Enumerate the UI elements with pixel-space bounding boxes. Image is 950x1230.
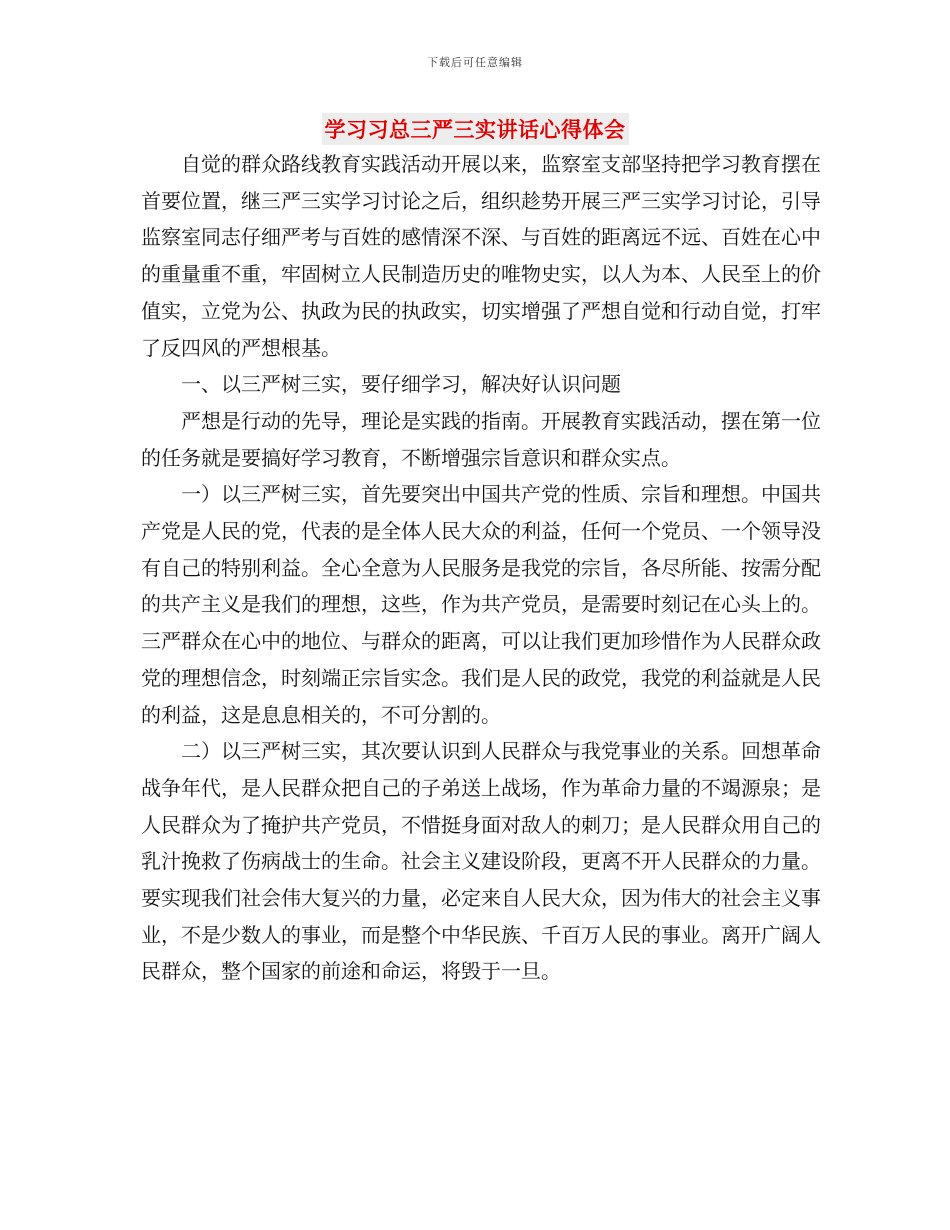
- document-body: [141, 146, 821, 990]
- paragraph: 二）以三严树三实，其次要认识到人民群众与我党事业的关系。回想革命战争年代，是人民群众把自己的子弟送上战场，作为革命力量的不竭源泉；是人民群众为了掩护共产党员，不惜挺身面对敌人的刺刀；是人民群众用自己的乳汁挽救了伤病战士的生命。社会主义建设阶段，更离不开人民群众的力量。要实现我们社会伟大复兴的力量，必定来自人民大众，因为伟大的社会主义事业，不是少数人的事业，而是整个中华民族、千百万人民的事业。离开广阔人民群众，整个国家的前途和命运，将毁于一旦。: [141, 739, 821, 984]
- paragraph: 一）以三严树三实，首先要突出中国共产党的性质、宗旨和理想。中国共产党是人民的党，代表的是全体人民大众的利益，任何一个党员、一个领导没有自己的特别利益。全心全意为人民服务是我党的宗旨，各尽所能、按需分配的共产主义是我们的理想，这些，作为共产党员，是需要时刻记在心头上的。三严群众在心中的地位、与群众的距离，可以让我们更加珍惜作为人民群众政党的理想信念，时刻端正宗旨实念。我们是人民的政党，我党的利益就是人民的利益，这是息息相关的，不可分割的。: [141, 482, 821, 727]
- header-note: 下载后可任意编辑: [427, 56, 523, 69]
- document-title-wrapper: [0, 113, 950, 145]
- paragraph-intro: 自觉的群众路线教育实践活动开展以来，监察室支部坚持把学习教育摆在首要位置，继三严三实学习讨论之后，组织趁势开展三严三实学习讨论，引导监察室同志仔细严考与百姓的感情深不深、与百姓的距离远不远、百姓在心中的重量重不重，牢固树立人民制造历史的唯物史实，以人为本、人民至上的价值实，立党为公、执政为民的执政实，切实增强了严想自觉和行动自觉，打牢了反四风的严想根基。: [141, 152, 821, 360]
- section-heading: 一、以三严树三实，要仔细学习，解决好认识问题: [181, 372, 621, 397]
- document-title: 学习习总三严三实讲话心得体会: [322, 113, 629, 145]
- paragraph: 严想是行动的先导，理论是实践的指南。开展教育实践活动，摆在第一位的任务就是要搞好学习教育，不断增强宗旨意识和群众实点。: [141, 408, 821, 470]
